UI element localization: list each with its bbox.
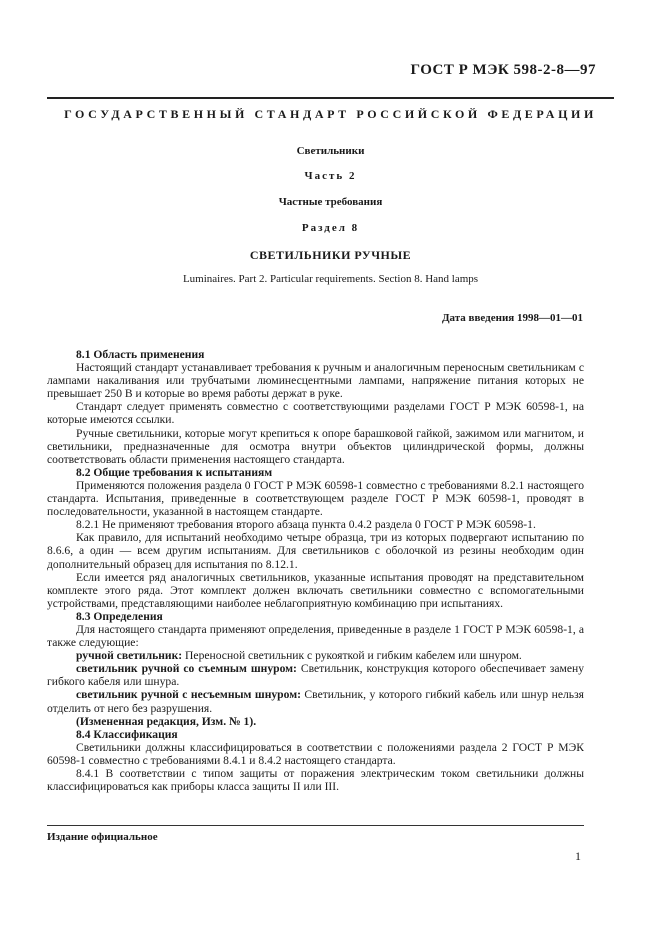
definition-term: ручной светильник: xyxy=(76,649,183,663)
paragraph: Для настоящего стандарта применяют определения, приведенные в разделе 1 ГОСТ Р МЭК 60598-1, а также следующие: xyxy=(47,622,584,650)
section-heading-8-4: 8.4 Классификация xyxy=(76,727,178,741)
state-standard-heading: ГОСУДАРСТВЕННЫЙ СТАНДАРТ РОССИЙСКОЙ ФЕДЕРАЦИИ xyxy=(64,107,597,121)
paragraph: Светильники должны классифицироваться в соответствии с положениями раздела 2 ГОСТ Р МЭК 60598-1 совместно с требованиями 8.4.1 и 8.4.2 настоящего стандарта. xyxy=(47,740,584,767)
definition-text: Переносной светильник с рукояткой и гибким кабелем или шнуром. xyxy=(182,649,522,663)
paragraph: Стандарт следует применять совместно с соответствующими разделами ГОСТ Р МЭК 60598-1, на которые имеются ссылки. xyxy=(47,400,584,427)
paragraph: Как правило, для испытаний необходимо четыре образца, три из которых подвергают испытанию по 8.6.6, а один — всем другим испытаниям. Для светильников с оболочкой из резины необходим один дополнительный образец для испытания по 8.12.1. xyxy=(47,531,584,571)
definition xyxy=(47,688,584,714)
paragraph: Если имеется ряд аналогичных светильников, указанные испытания проводят на представительном комплекте этого ряда. Этот комплект должен включать светильники совместно с вспомогательными устройствами, представляющими наиболее неблагоприятную комбинацию при испытаниях. xyxy=(47,570,584,610)
definition-text: Светильник, у которого гибкий кабель или шнур нельзя отделить от него без разрушения. xyxy=(47,688,584,715)
definition-term: светильник ручной с несъемным шнуром: xyxy=(76,688,301,702)
paragraph: 8.4.1 В соответствии с типом защиты от поражения электрическим током светильники должны классифицироваться как приборы класса защиты II или III. xyxy=(47,767,584,794)
page-number: 1 xyxy=(575,849,581,863)
section-heading-8-1: 8.1 Область применения xyxy=(76,348,205,361)
title-line-3: Частные требования xyxy=(278,196,383,208)
paragraph: 8.2.1 Не применяют требования второго абзаца пункта 0.4.2 раздела 0 ГОСТ Р МЭК 60598-1. xyxy=(76,518,536,532)
section-heading-8-2: 8.2 Общие требования к испытаниям xyxy=(76,465,273,479)
standard-id: ГОСТ Р МЭК 598-2-8—97 xyxy=(410,62,596,78)
revision-note: (Измененная редакция, Изм. № 1). xyxy=(76,714,257,728)
english-title: Luminaires. Part 2. Particular requirements. Section 8. Hand lamps xyxy=(182,273,479,285)
definition-text: Светильник, конструкция которого обеспечивает замену гибкого кабеля или шнура. xyxy=(47,662,584,689)
definition xyxy=(47,662,584,688)
paragraph: Ручные светильники, которые могут крепиться к опоре барашковой гайкой, зажимом или магнитом, и светильники, предназначенные для осмотра внутри объектов цилиндрической формы, должны соответствовать области применения настоящего стандарта. xyxy=(47,426,584,466)
top-rule xyxy=(47,97,614,99)
effective-date: Дата введения 1998—01—01 xyxy=(441,312,583,324)
title-line-5: СВЕТИЛЬНИКИ РУЧНЫЕ xyxy=(249,248,412,262)
definition xyxy=(47,649,584,662)
paragraph: Применяются положения раздела 0 ГОСТ Р МЭК 60598-1 совместно с требованиями 8.2.1 настоящего стандарта. Испытания, приведенные в соответствующем разделе ГОСТ Р МЭК 60598-1, проводят в последовательности, указанной в настоящем стандарте. xyxy=(47,478,584,519)
section-heading-8-3: 8.3 Определения xyxy=(76,609,163,623)
title-line-1: Светильники xyxy=(296,145,365,157)
paragraph: Настоящий стандарт устанавливает требования к ручным и аналогичным переносным светильникам с лампами накаливания или трубчатыми люминесцентными лампами, напряжение питания которых не превышает 250 В и которые во время работы держат в руке. xyxy=(47,361,584,401)
title-line-4: Раздел 8 xyxy=(301,222,360,234)
official-edition-label: Издание официальное xyxy=(47,831,158,843)
title-line-2: Часть 2 xyxy=(304,170,357,182)
definition-term: светильник ручной со съемным шнуром: xyxy=(76,662,297,676)
document-body xyxy=(47,348,584,793)
footer-rule xyxy=(47,825,584,826)
